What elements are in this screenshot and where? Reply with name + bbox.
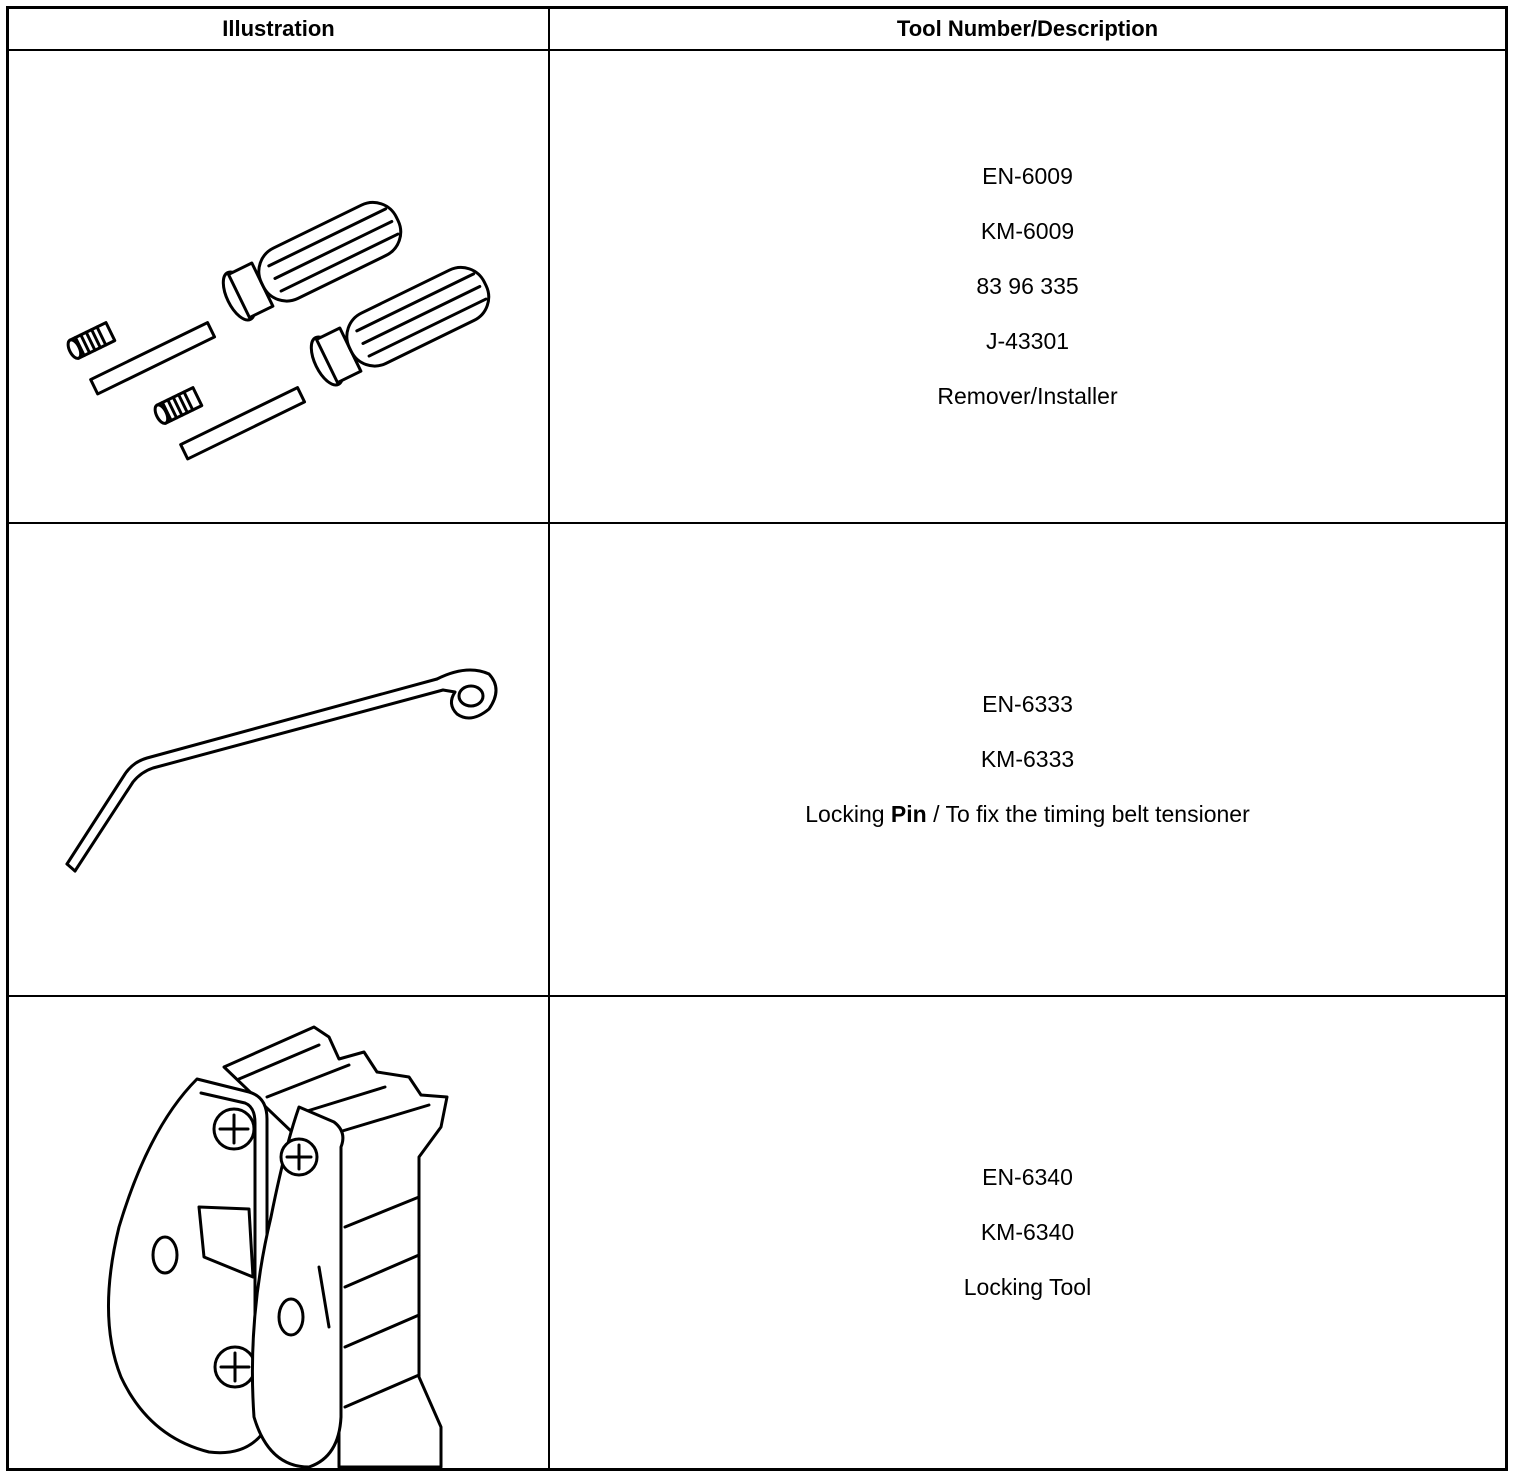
description-text: / To fix the timing belt tensioner bbox=[926, 801, 1250, 827]
header-tool-number-description: Tool Number/Description bbox=[549, 8, 1507, 51]
tool-number: EN-6340 bbox=[982, 1164, 1073, 1190]
header-row bbox=[8, 8, 1507, 51]
tool-number: 83 96 335 bbox=[976, 273, 1079, 299]
illustration-cell bbox=[8, 523, 550, 996]
locking-pin-icon bbox=[9, 524, 548, 995]
tool-number: J-43301 bbox=[985, 328, 1070, 354]
header-illustration: Illustration bbox=[8, 8, 550, 51]
description-cell bbox=[549, 523, 1507, 996]
illustration-cell bbox=[8, 50, 550, 523]
tool-description bbox=[550, 787, 1505, 842]
locking-tool-icon bbox=[9, 997, 548, 1468]
special-tools-table bbox=[6, 6, 1508, 1471]
tool-description: Remover/Installer bbox=[937, 383, 1118, 409]
description-bold-text: Pin bbox=[890, 801, 927, 827]
description-text: Locking bbox=[805, 801, 891, 827]
table-row bbox=[8, 523, 1507, 996]
description-cell bbox=[549, 996, 1507, 1470]
tool-number: EN-6009 bbox=[982, 163, 1073, 189]
tool-number: KM-6333 bbox=[980, 746, 1075, 772]
tool-number: EN-6333 bbox=[982, 691, 1073, 717]
screwdriver-pair-icon bbox=[9, 51, 548, 522]
table-row bbox=[8, 50, 1507, 523]
tool-number: KM-6340 bbox=[980, 1219, 1075, 1245]
tool-description: Locking Tool bbox=[963, 1274, 1092, 1300]
table-row bbox=[8, 996, 1507, 1470]
description-cell bbox=[549, 50, 1507, 523]
illustration-cell bbox=[8, 996, 550, 1470]
tool-number: KM-6009 bbox=[980, 218, 1075, 244]
